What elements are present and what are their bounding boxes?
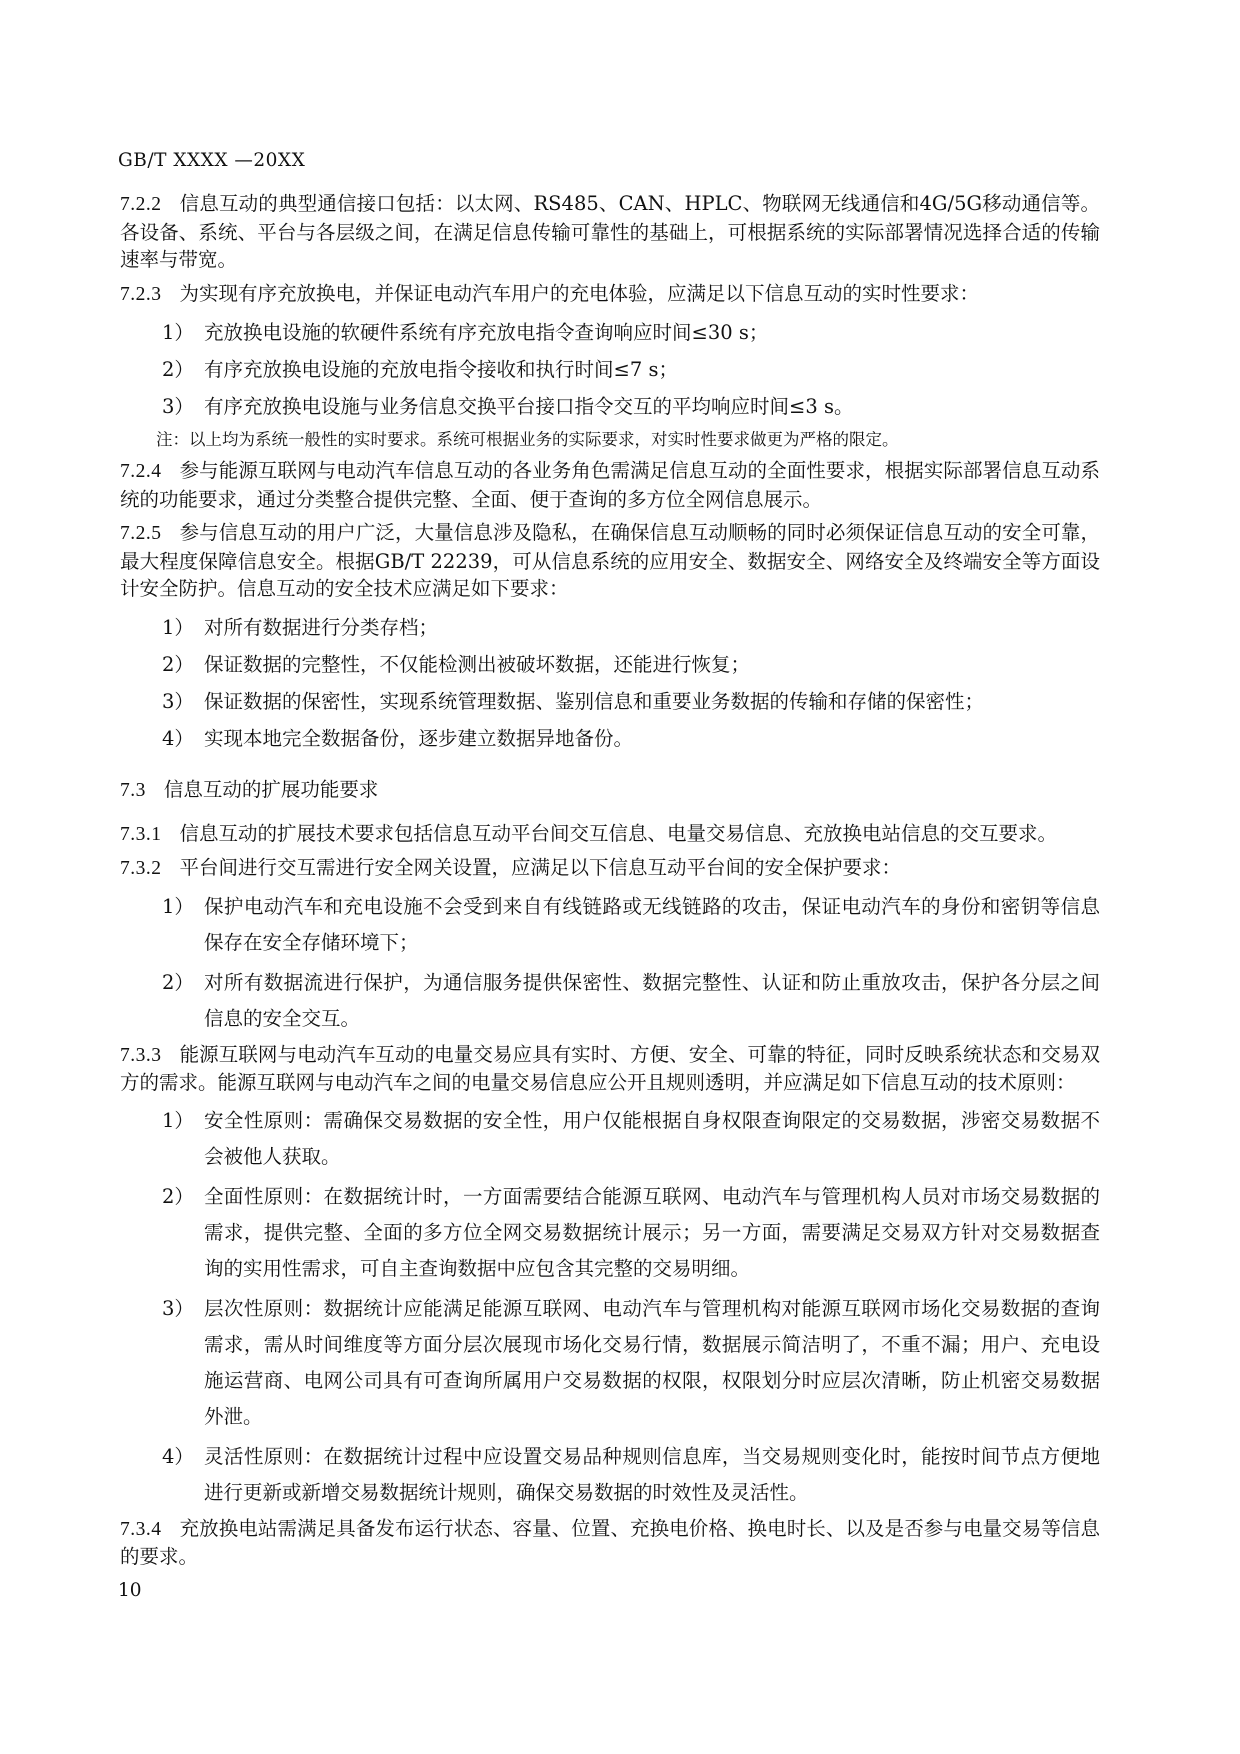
list-item-text: 安全性原则：需确保交易数据的安全性，用户仅能根据自身权限查询限定的交易数据，涉密交易数据不会被他人获取。 bbox=[204, 1108, 1100, 1168]
list-item-text: 全面性原则：在数据统计时，一方面需要结合能源互联网、电动汽车与管理机构人员对市场交易数据的需求，提供完整、全面的多方位全网交易数据统计展示；另一方面，需要满足交易双方针对交易数据查询的实用性需求，可自主查询数据中应包含其完整的交易明细。 bbox=[204, 1184, 1100, 1280]
list-marker: 1） bbox=[162, 615, 194, 639]
list-item-text: 有序充放换电设施的充放电指令接收和执行时间≤7 s； bbox=[204, 358, 678, 381]
list-marker: 4） bbox=[162, 1444, 194, 1468]
list-marker: 4） bbox=[162, 726, 194, 750]
clause-text: 能源互联网与电动汽车互动的电量交易应具有实时、方便、安全、可靠的特征，同时反映系统状态和交易双方的需求。能源互联网与电动汽车之间的电量交易信息应公开且规则透明，并应满足如下信息互动的技术原则： bbox=[120, 1042, 1100, 1094]
clause-text: 参与信息互动的用户广泛，大量信息涉及隐私，在确保信息互动顺畅的同时必须保证信息互动的安全可靠，最大程度保障信息安全。根据GB/T 22239，可从信息系统的应用安全、数据安全、网络安全及终端安全等方面设计安全防护。信息互动的安全技术应满足如下要求： bbox=[120, 521, 1100, 600]
clause-7-3-3 bbox=[120, 1041, 1100, 1097]
list-item bbox=[120, 1103, 1100, 1175]
list-marker: 3） bbox=[162, 395, 194, 418]
list-item bbox=[120, 646, 1100, 683]
list-item bbox=[120, 388, 1100, 425]
page-number: 10 bbox=[118, 1580, 142, 1601]
list-item-text: 保护电动汽车和充电设施不会受到来自有线链路或无线链路的攻击，保证电动汽车的身份和密钥等信息保存在安全存储环境下； bbox=[204, 894, 1100, 954]
clause-number: 7.3.3 bbox=[120, 1044, 162, 1066]
list-item bbox=[120, 1439, 1100, 1511]
clause-number: 7.3.4 bbox=[120, 1518, 162, 1540]
list-item bbox=[120, 1179, 1100, 1287]
list-marker: 3） bbox=[162, 689, 194, 713]
clause-7-3-2 bbox=[120, 854, 1100, 883]
list-marker: 1） bbox=[162, 1108, 194, 1132]
clause-7-3-1 bbox=[120, 820, 1100, 849]
list-item-text: 保证数据的保密性，实现系统管理数据、鉴别信息和重要业务数据的传输和存储的保密性； bbox=[204, 689, 985, 713]
clause-number: 7.3.1 bbox=[120, 823, 162, 845]
list-item bbox=[120, 965, 1100, 1037]
clause-7-3-4 bbox=[120, 1515, 1100, 1571]
list-item-text: 充放换电设施的软硬件系统有序充放电指令查询响应时间≤30 s； bbox=[204, 321, 769, 344]
list-marker: 1） bbox=[162, 894, 194, 918]
clause-7-2-3 bbox=[120, 280, 1100, 309]
clause-text: 信息互动的扩展技术要求包括信息互动平台间交互信息、电量交易信息、充放换电站信息的交互要求。 bbox=[179, 821, 1058, 845]
section-heading-7-3 bbox=[120, 775, 1100, 806]
clause-number: 7.2.3 bbox=[120, 283, 162, 305]
list-item bbox=[120, 609, 1100, 646]
list-marker: 2） bbox=[162, 358, 194, 381]
list-item bbox=[120, 314, 1100, 351]
clause-number: 7.2.2 bbox=[120, 194, 162, 215]
note: 注：以上均为系统一般性的实时要求。系统可根据业务的实际要求，对实时性要求做更为严格的限定。 bbox=[156, 430, 899, 449]
list-marker: 2） bbox=[162, 970, 194, 994]
list-item bbox=[120, 720, 1100, 757]
list-marker: 2） bbox=[162, 652, 194, 676]
list-item bbox=[120, 889, 1100, 961]
list-item-text: 对所有数据进行分类存档； bbox=[204, 615, 439, 639]
clause-text: 充放换电站需满足具备发布运行状态、容量、位置、充换电价格、换电时长、以及是否参与电量交易等信息的要求。 bbox=[120, 1516, 1100, 1568]
clause-7-2-5 bbox=[120, 519, 1100, 603]
list-item bbox=[120, 1291, 1100, 1435]
list-item-text: 实现本地完全数据备份，逐步建立数据异地备份。 bbox=[204, 726, 634, 750]
clause-number: 7.2.4 bbox=[120, 461, 162, 482]
list-item-text: 保证数据的完整性，不仅能检测出被破坏数据，还能进行恢复； bbox=[204, 652, 751, 676]
document-code-header: GB/T XXXX —20XX bbox=[118, 150, 306, 171]
list-item bbox=[120, 683, 1100, 720]
clause-number: 7.3.2 bbox=[120, 858, 162, 879]
list-item-text: 有序充放换电设施与业务信息交换平台接口指令交互的平均响应时间≤3 s。 bbox=[204, 395, 854, 418]
list-marker: 1） bbox=[162, 321, 194, 344]
clause-7-2-4 bbox=[120, 457, 1100, 513]
list-item bbox=[120, 351, 1100, 388]
list-item-text: 对所有数据流进行保护，为通信服务提供保密性、数据完整性、认证和防止重放攻击，保护各分层之间信息的安全交互。 bbox=[204, 970, 1100, 1030]
clause-text: 参与能源互联网与电动汽车信息互动的各业务角色需满足信息互动的全面性要求，根据实际部署信息互动系统的功能要求，通过分类整合提供完整、全面、便于查询的多方位全网信息展示。 bbox=[120, 459, 1100, 511]
clause-text: 信息互动的典型通信接口包括：以太网、RS485、CAN、HPLC、物联网无线通信和4G/5G移动通信等。各设备、系统、平台与各层级之间，在满足信息传输可靠性的基础上，可根据系统的实际部署情况选择合适的传输速率与带宽。 bbox=[120, 192, 1100, 271]
list-marker: 2） bbox=[162, 1184, 194, 1208]
list-item-text: 灵活性原则：在数据统计过程中应设置交易品种规则信息库，当交易规则变化时，能按时间节点方便地进行更新或新增交易数据统计规则，确保交易数据的时效性及灵活性。 bbox=[204, 1444, 1100, 1504]
list-item-text: 层次性原则：数据统计应能满足能源互联网、电动汽车与管理机构对能源互联网市场化交易数据的查询需求，需从时间维度等方面分层次展现市场化交易行情，数据展示简洁明了，不重不漏；用户、充电设施运营商、电网公司具有可查询所属用户交易数据的权限，权限划分时应层次清晰，防止机密交易数据外泄。 bbox=[204, 1296, 1100, 1428]
clause-7-2-2 bbox=[120, 190, 1100, 274]
section-number: 7.3 bbox=[120, 779, 146, 801]
clause-text: 为实现有序充放换电，并保证电动汽车用户的充电体验，应满足以下信息互动的实时性要求： bbox=[179, 281, 980, 305]
section-title: 信息互动的扩展功能要求 bbox=[163, 777, 379, 801]
clause-number: 7.2.5 bbox=[120, 523, 162, 544]
clause-text: 平台间进行交互需进行安全网关设置，应满足以下信息互动平台间的安全保护要求： bbox=[179, 856, 902, 879]
list-marker: 3） bbox=[162, 1296, 194, 1320]
document-body bbox=[120, 190, 1100, 1577]
